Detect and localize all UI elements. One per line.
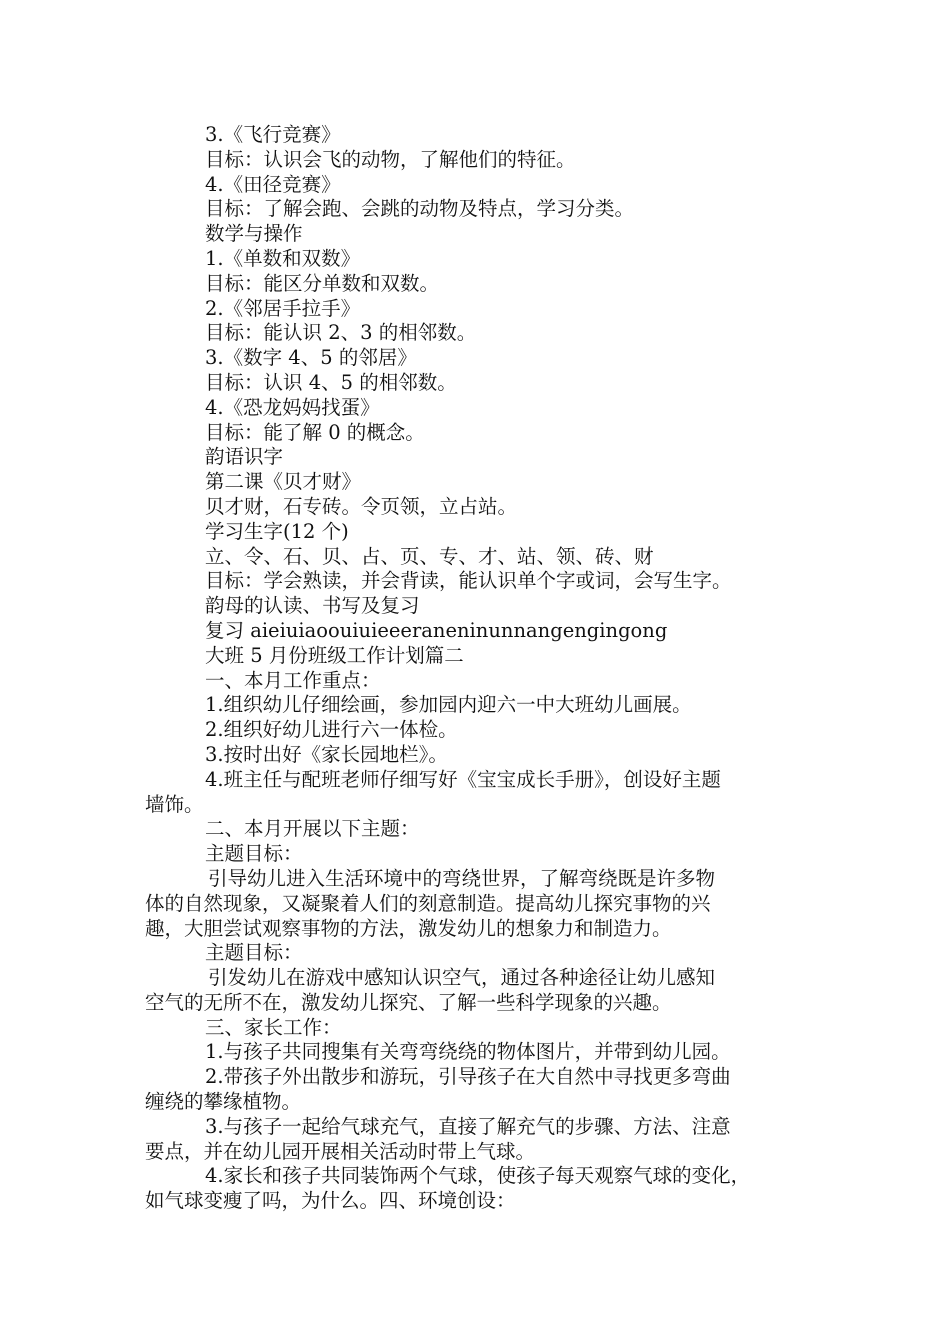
text-line: 目标：认识 4、5 的相邻数。 (205, 370, 457, 394)
text-line: 如气球变瘦了吗，为什么。四、环境创设： (145, 1189, 516, 1213)
text-line: 目标：能区分单数和双数。 (205, 271, 440, 295)
text-line: 立、令、石、贝、占、页、专、才、站、领、砖、财 (205, 544, 654, 568)
text-line: 墙饰。 (145, 792, 204, 816)
text-line: 4.家长和孩子共同装饰两个气球，使孩子每天观察气球的变化， (205, 1164, 751, 1188)
text-line: 引导幼儿进入生活环境中的弯绕世界，了解弯绕既是许多物 (208, 866, 716, 890)
text-line: 目标：能了解 0 的概念。 (205, 420, 425, 444)
text-line: 1.《单数和双数》 (205, 246, 361, 270)
text-line: 主题目标： (205, 842, 303, 866)
text-line: 2.《邻居手拉手》 (205, 296, 361, 320)
text-line: 目标：了解会跑、会跳的动物及特点，学习分类。 (205, 197, 635, 221)
text-line: 韵语识字 (205, 445, 284, 469)
text-line: 二、本月开展以下主题： (205, 817, 420, 841)
text-line: 1.组织幼儿仔细绘画，参加园内迎六一中大班幼儿画展。 (205, 693, 692, 717)
text-line: 2.带孩子外出散步和游玩，引导孩子在大自然中寻找更多弯曲 (205, 1065, 731, 1089)
text-line: 学习生字(12 个) (205, 519, 349, 543)
text-line: 2.组织好幼儿进行六一体检。 (205, 718, 458, 742)
document-body (145, 123, 810, 1214)
text-line: 第二课《贝才财》 (205, 470, 362, 494)
text-line: 4.《恐龙妈妈找蛋》 (205, 395, 380, 419)
text-line: 3.与孩子一起给气球充气，直接了解充气的步骤、方法、注意 (205, 1114, 731, 1138)
text-line: 3.《数字 4、5 的邻居》 (205, 346, 417, 370)
text-line: 要点，并在幼儿园开展相关活动时带上气球。 (145, 1139, 536, 1163)
text-line: 3.按时出好《家长园地栏》。 (205, 742, 448, 766)
text-line: 1.与孩子共同搜集有关弯弯绕绕的物体图片，并带到幼儿园。 (205, 1040, 731, 1064)
text-line: 空气的无所不在，激发幼儿探究、了解一些科学现象的兴趣。 (145, 990, 672, 1014)
text-line: 4.班主任与配班老师仔细写好《宝宝成长手册》，创设好主题 (205, 767, 721, 791)
text-line: 目标：能认识 2、3 的相邻数。 (205, 321, 477, 345)
text-line: 大班 5 月份班级工作计划篇二 (205, 643, 464, 667)
text-line: 目标：学会熟读，并会背读，能认识单个字或词，会写生字。 (205, 569, 732, 593)
text-line: 趣，大胆尝试观察事物的方法，激发幼儿的想象力和制造力。 (145, 916, 672, 940)
text-line: 主题目标： (205, 941, 303, 965)
text-line: 三、家长工作： (205, 1015, 342, 1039)
text-line: 贝才财，石专砖。令页领，立占站。 (205, 494, 518, 518)
text-line: 数学与操作 (205, 222, 303, 246)
text-line: 目标：认识会飞的动物，了解他们的特征。 (205, 147, 576, 171)
text-line: 韵母的认读、书写及复习 (205, 594, 420, 618)
text-line: 缠绕的攀缘植物。 (145, 1090, 302, 1114)
text-line: 3.《飞行竞赛》 (205, 123, 341, 146)
text-line: 一、本月工作重点： (205, 668, 381, 692)
text-line: 4.《田径竞赛》 (205, 172, 341, 196)
text-line: 引发幼儿在游戏中感知认识空气，通过各种途径让幼儿感知 (208, 966, 716, 990)
text-line: 体的自然现象，又凝聚着人们的刻意制造。提高幼儿探究事物的兴 (145, 891, 711, 915)
text-line: 复习 aieiuiaoouiuieeeraneninunnangengingong (205, 618, 668, 642)
